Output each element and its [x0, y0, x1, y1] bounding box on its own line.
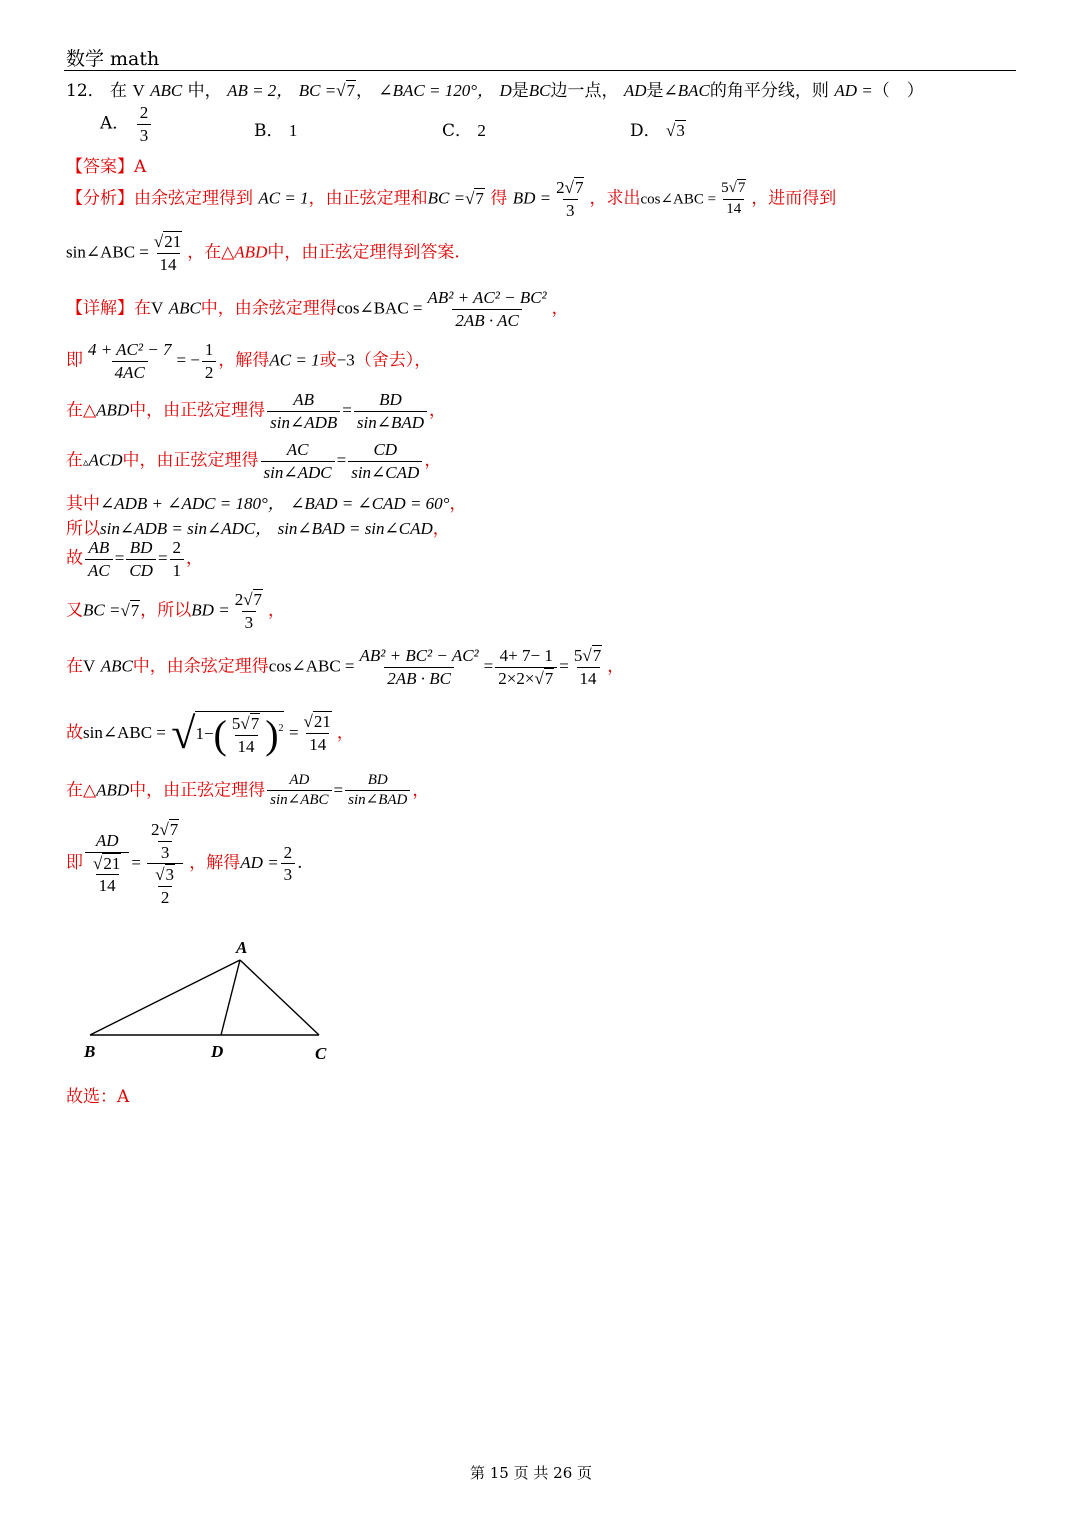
vertex-label-c: C	[315, 1044, 327, 1063]
fraction: $\frac{CD}{\text{sin∠CAD}}$	[348, 440, 422, 482]
text: ，解得	[189, 853, 241, 874]
text: 或	[319, 350, 337, 371]
page-header-title: 数学 math	[66, 48, 160, 70]
text: 在	[66, 656, 83, 677]
option-label: C．	[442, 121, 473, 141]
q-ab: AB = 2，	[227, 81, 294, 100]
q-triangle: ABC	[150, 81, 183, 100]
sqrt-icon: √21	[303, 712, 331, 732]
segment-ad	[221, 960, 240, 1035]
detail-line-12: 即 $\frac{AD}{\frac{√21}{14}}$ = $\frac{\frac{2√7}{3}}{\frac{√3}{2}}$ ，解得AD = $\frac{2}{3}$ .	[66, 820, 303, 907]
q-ad-eq: AD =	[834, 81, 873, 100]
math: BC =	[83, 600, 121, 620]
text: 故选：	[66, 1087, 117, 1107]
text: 中，由正弦定理得	[129, 780, 266, 801]
text: 故	[66, 723, 83, 743]
sqrt-icon: √7	[465, 188, 484, 208]
q-d: D	[499, 81, 512, 100]
text: 其中	[66, 494, 100, 514]
math: ABD	[96, 400, 130, 420]
denominator: 3	[137, 124, 152, 146]
q-angle: ∠BAC = 120°，	[378, 81, 495, 100]
detail-line-5: 其中∠ADB + ∠ADC = 180°， ∠BAD = ∠CAD = 60°，	[66, 494, 467, 514]
sqrt-icon: √7	[240, 713, 260, 733]
fraction: $\frac{BD}{\text{sin∠BAD}}$	[345, 772, 410, 810]
triangle-figure	[70, 935, 350, 1070]
option-value: 1	[288, 121, 298, 140]
text: ，在△	[187, 242, 235, 263]
text: ，进而得到	[751, 188, 837, 209]
option-d	[630, 116, 686, 141]
math: sin∠ABC =	[83, 723, 166, 742]
triangle-symbol: V	[151, 298, 164, 318]
detail-line-8: 又BC =√7，所以BD = $\frac{2√7}{3}$ ，	[66, 590, 286, 632]
answer-tag: 【答案】	[66, 157, 134, 177]
detail-line-11: 在△ABD中，由正弦定理得 $\frac{AD}{\text{sin∠ABC}}$ = $\frac{BD}{\text{sin∠BAD}}$ ，	[66, 772, 430, 809]
text: ，由正弦定理和	[308, 188, 428, 209]
sqrt-icon: √7	[582, 646, 602, 665]
math: ABC	[100, 656, 133, 676]
answer-line	[66, 152, 146, 177]
option-label: A．	[100, 113, 130, 134]
fraction: $\frac{AB}{AC}$	[85, 538, 113, 580]
fraction: $\frac{BD}{\text{sin∠BAD}}$	[354, 390, 427, 432]
math: ABD	[96, 780, 130, 800]
q-bc2: BC	[528, 81, 551, 100]
fraction: $\frac{√21}{14}$	[303, 712, 331, 754]
sqrt-icon: √21	[153, 232, 182, 251]
math: sin∠BAD = sin∠CAD	[277, 519, 433, 538]
option-c	[442, 116, 486, 141]
text: （舍去），	[354, 350, 432, 371]
text: 又	[66, 600, 83, 621]
math: ABC	[168, 298, 201, 318]
side-ac	[240, 960, 319, 1035]
math: cos∠BAC =	[336, 298, 423, 318]
math: cos∠ABC =	[640, 191, 717, 208]
triangle-symbol: V	[83, 656, 96, 676]
answer-value: A	[117, 1087, 130, 1107]
sqrt-icon: √7	[534, 668, 554, 688]
fraction: $\frac{2√7}{3}$	[556, 178, 584, 220]
option-value: 2	[477, 121, 486, 140]
detail-line-3: 在△ABD中，由正弦定理得 $\frac{AB}{\text{sin∠ADB}}$ = $\frac{BD}{\text{sin∠BAD}}$ ，	[66, 390, 446, 432]
math: AC = 1	[269, 350, 320, 370]
sqrt-icon: √3	[666, 121, 685, 140]
text: 在	[134, 298, 151, 319]
fraction: $\frac{AC}{\text{sin∠ADC}}$	[261, 440, 335, 482]
detail-line-10: 故sin∠ABC = √1−( $\frac{5√7}{14}$ )$^2$ = $\frac{√21}{14}$ ，	[66, 709, 354, 758]
complex-fraction: $\frac{AD}{\frac{√21}{14}}$	[85, 831, 129, 896]
q-text: 边一点，	[550, 81, 619, 101]
numerator: 2	[139, 103, 149, 122]
text: 即	[66, 350, 83, 371]
detail-line-2	[66, 340, 431, 382]
q-text: 是	[646, 81, 664, 101]
fraction: $\frac{2}{3}$	[281, 843, 296, 885]
math: = −	[176, 350, 200, 370]
fraction: $\frac{1}{2}$	[202, 340, 217, 382]
text: 中，由正弦定理得	[122, 450, 259, 471]
option-label: B．	[254, 121, 284, 141]
question-stem: 12． 在 V ABC 中， AB = 2， BC =√7， ∠BAC = 120°， D是BC边一点， AD是∠BAC的角平分线，则 AD =（ ）	[66, 81, 924, 101]
q-bc: BC =	[298, 81, 337, 100]
math: ∠BAD = ∠CAD = 60°	[290, 494, 450, 513]
option-a	[100, 103, 153, 145]
side-ba	[90, 960, 240, 1035]
analysis-tag: 【分析】	[66, 188, 134, 209]
fraction: $\frac{4+ 7- 1}{2\times 2\times√7}$	[495, 646, 557, 688]
sqrt-icon: √7	[243, 590, 263, 609]
text: 得	[490, 188, 508, 209]
text: 即	[66, 853, 83, 874]
fraction: $\frac{AD}{\text{sin∠ABC}}$	[267, 772, 331, 810]
question-number: 12．	[66, 81, 105, 101]
text: 在	[66, 450, 83, 471]
detail-tag: 【详解】	[66, 298, 134, 319]
option-b	[254, 116, 297, 141]
text: 中，由余弦定理得	[200, 298, 337, 319]
text: 中，由正弦定理得	[129, 400, 266, 421]
fraction: $\frac{\text{AB² + BC² − AC²}}{2AB \cdot BC}$	[359, 646, 479, 688]
math: cos∠ABC =	[268, 656, 355, 676]
text: 由余弦定理得到	[134, 188, 253, 209]
math: sin∠ADB = sin∠ADC，	[100, 519, 273, 538]
q-text: 是	[511, 81, 529, 101]
fraction: $\frac{2√7}{3}$	[234, 590, 263, 632]
fraction	[137, 103, 152, 145]
detail-line-4: 在▵ACD中，由正弦定理得 $\frac{AC}{\text{sin∠ADC}}$ = $\frac{CD}{\text{sin∠CAD}}$ ，	[66, 440, 442, 482]
detail-line-7: 故 $\frac{AB}{AC}$ = $\frac{BD}{CD}$ = $\frac{2}{1}$ ，	[66, 538, 204, 580]
sqrt-icon: √7	[120, 600, 140, 620]
analysis-line-2	[66, 232, 460, 274]
fraction: $\frac{BD}{CD}$	[126, 538, 156, 580]
math: ABD	[234, 242, 268, 262]
math: ∠ADB + ∠ADC = 180°，	[100, 494, 285, 513]
text: 故	[66, 548, 83, 569]
page-footer: 第 15 页 共 26 页	[470, 1464, 593, 1482]
math: ACD	[88, 450, 123, 470]
conclusion-line	[66, 1082, 129, 1107]
text: ，所以	[140, 600, 192, 621]
sqrt-icon: √	[171, 709, 196, 758]
analysis-line-1	[66, 178, 836, 220]
text: ，求出	[589, 188, 641, 209]
sqrt-icon: √7	[564, 178, 584, 197]
text: ，解得	[218, 350, 270, 371]
fraction: $\frac{√21}{14}$	[153, 232, 182, 274]
radicand: 1−( $\frac{5√7}{14}$ )$^2$	[195, 712, 284, 757]
fraction: $\frac{\text{AB² + AC² − BC²}}{2AB \cdot AC}$	[427, 288, 547, 330]
text: 中，由余弦定理得	[132, 656, 269, 677]
fraction: $\frac{\text{4 + AC² − 7}}{4AC}$	[88, 340, 172, 382]
triangle-icon: ▵	[83, 455, 89, 469]
sqrt-icon: √7	[336, 81, 356, 100]
math: AD =	[240, 853, 279, 873]
q-text: 在	[110, 81, 128, 101]
math: sin∠ABC =	[66, 242, 149, 262]
vertex-label-d: D	[211, 1042, 224, 1061]
text: 在△	[66, 400, 97, 421]
math: BD =	[191, 600, 230, 620]
header-divider	[64, 70, 1016, 71]
answer-value: A	[134, 157, 147, 177]
q-paren: （ ）	[872, 81, 924, 101]
text: 中，由正弦定理得到答案.	[267, 242, 460, 263]
math: −3	[336, 350, 355, 370]
sqrt-icon: √21	[93, 853, 121, 873]
triangle-symbol: V	[132, 81, 145, 100]
sqrt-icon: √7	[159, 820, 179, 839]
complex-fraction: $\frac{\frac{2√7}{3}}{\frac{√3}{2}}$	[143, 820, 187, 907]
vertex-label-a: A	[236, 938, 248, 957]
text: 所以	[66, 519, 100, 539]
text: 在△	[66, 780, 97, 801]
sqrt-icon: √7	[728, 180, 746, 197]
sqrt-icon: √3	[155, 865, 175, 885]
detail-line-9: 在V ABC中，由余弦定理得cos∠ABC = $\frac{\text{AB² + BC² − AC²}}{2AB \cdot BC}$ = $\frac{4+ 7- 1}{2\times 2\times√7}$ = $\frac{5√7}{14}$ ，	[66, 646, 625, 688]
fraction: $\frac{5√7}{14}$	[721, 180, 746, 217]
vertex-label-b: B	[84, 1042, 96, 1061]
detail-line-6: 所以sin∠ADB = sin∠ADC， sin∠BAD = sin∠CAD，	[66, 519, 450, 539]
math: BC =	[427, 188, 466, 208]
q-text: 中，	[187, 81, 222, 101]
fraction: $\frac{AB}{\text{sin∠ADB}}$	[267, 390, 340, 432]
fraction: $\frac{5√7}{14}$	[573, 646, 602, 688]
q-ad: AD	[623, 81, 647, 100]
math: AC = 1	[258, 188, 309, 208]
q-text: 的角平分线，则	[709, 81, 829, 101]
option-label: D．	[630, 121, 661, 141]
fraction: $\frac{2}{1}$	[170, 538, 185, 580]
detail-line-1: 【详解】在V ABC中，由余弦定理得cos∠BAC = $\frac{\text{AB² + AC² − BC²}}{2AB \cdot AC}$ ，	[66, 288, 569, 330]
q-angle2: ∠BAC	[663, 81, 710, 100]
math: BD =	[512, 188, 552, 208]
